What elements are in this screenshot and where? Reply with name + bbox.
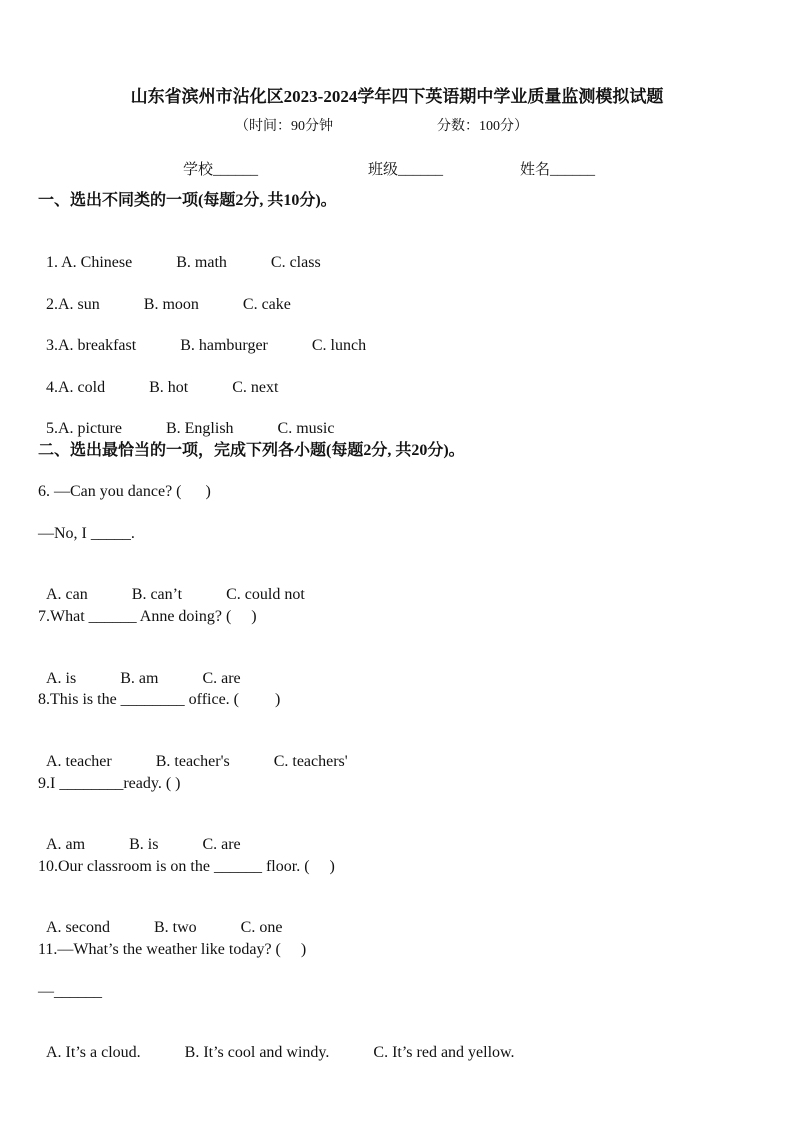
q4-option-a: 4.A. cold	[46, 379, 106, 396]
q9-option-b: B. is	[129, 836, 159, 853]
question-1	[38, 233, 321, 273]
q8-option-c: C. teachers'	[273, 753, 348, 770]
q7-stem: 7.What ______ Anne doing? ( )	[38, 608, 257, 625]
q11-stem: 11.—What’s the weather like today? ( )	[38, 941, 307, 958]
q6-option-c: C. could not	[226, 586, 305, 603]
q10-option-c: C. one	[240, 919, 283, 936]
q9-stem: 9.I ________ready. ( )	[38, 775, 181, 792]
q6-dialogue: —No, I _____.	[38, 525, 135, 542]
q9-option-a: A. am	[46, 836, 86, 853]
q10-option-a: A. second	[46, 919, 110, 936]
q2-option-c: C. cake	[242, 296, 291, 313]
section1-heading: 一、选出不同类的一项(每题2分, 共10分)。	[38, 192, 337, 209]
q10-options	[38, 898, 282, 938]
q6-option-a: A. can	[46, 586, 88, 603]
q8-options	[38, 732, 348, 772]
question-4	[38, 358, 278, 398]
q10-option-b: B. two	[153, 919, 197, 936]
q6-option-b: B. can’t	[131, 586, 183, 603]
exam-meta	[235, 118, 528, 136]
exam-time: （时间：90分钟	[235, 119, 333, 134]
q1-option-a: 1. A. Chinese	[46, 254, 133, 271]
q1-option-c: C. class	[270, 254, 321, 271]
q7-option-a: A. is	[46, 670, 77, 687]
exam-title: 山东省滨州市沾化区2023-2024学年四下英语期中学业质量监测模拟试题	[130, 87, 664, 106]
exam-score: 分数：100分）	[437, 119, 528, 134]
q7-options	[38, 649, 241, 689]
q11-option-a: A. It’s a cloud.	[46, 1044, 141, 1061]
section2-heading: 二、选出最恰当的一项，完成下列各小题(每题2分, 共20分)。	[38, 442, 465, 459]
question-3	[38, 316, 366, 356]
question-5	[38, 399, 334, 439]
name-field: 姓名______	[520, 162, 596, 178]
q11-dialogue: —______	[38, 983, 102, 1000]
q3-option-b: B. hamburger	[180, 337, 268, 354]
q5-option-a: 5.A. picture	[46, 420, 122, 437]
q1-option-b: B. math	[176, 254, 227, 271]
q6-options	[38, 565, 305, 605]
q7-option-c: C. are	[202, 670, 241, 687]
q6-stem: 6. —Can you dance? ( )	[38, 483, 211, 500]
q5-option-b: B. English	[165, 420, 234, 437]
q9-option-c: C. are	[202, 836, 241, 853]
q8-stem: 8.This is the ________ office. ( )	[38, 691, 281, 708]
q2-option-a: 2.A. sun	[46, 296, 100, 313]
q7-option-b: B. am	[120, 670, 159, 687]
q3-option-a: 3.A. breakfast	[46, 337, 137, 354]
q11-option-c: C. It’s red and yellow.	[373, 1044, 515, 1061]
q2-option-b: B. moon	[143, 296, 199, 313]
q8-option-b: B. teacher's	[155, 753, 230, 770]
class-field: 班级______	[368, 162, 444, 178]
q5-option-c: C. music	[277, 420, 335, 437]
q4-option-c: C. next	[232, 379, 279, 396]
question-2	[38, 275, 291, 315]
q11-options	[38, 1023, 515, 1063]
q10-stem: 10.Our classroom is on the ______ floor. ( )	[38, 858, 335, 875]
q4-option-b: B. hot	[149, 379, 189, 396]
school-field: 学校______	[183, 162, 259, 178]
q9-options	[38, 815, 241, 855]
q11-option-b: B. It’s cool and windy.	[184, 1044, 330, 1061]
q8-option-a: A. teacher	[46, 753, 112, 770]
q3-option-c: C. lunch	[311, 337, 367, 354]
